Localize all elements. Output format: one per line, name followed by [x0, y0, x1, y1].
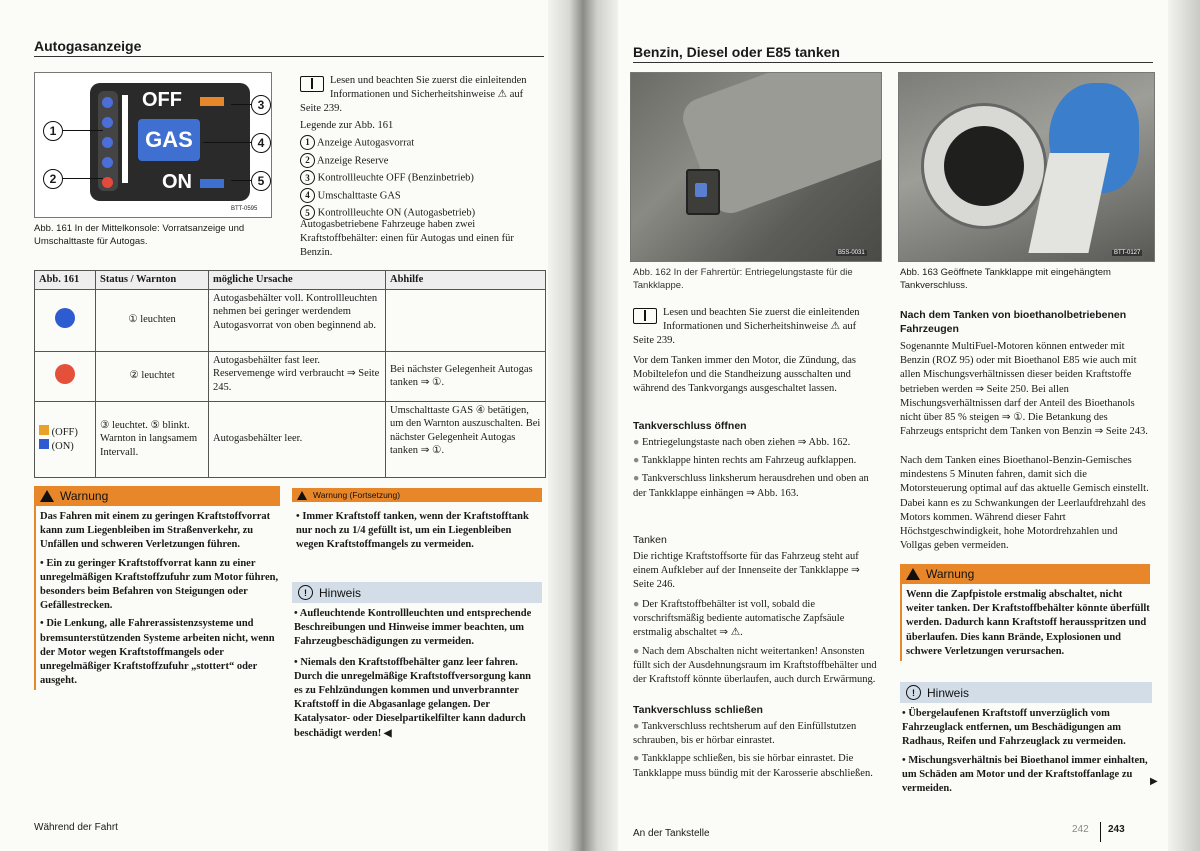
off-state-label: (OFF) [51, 426, 78, 438]
continue-arrow-icon: ▶ [1150, 776, 1158, 787]
figure-code: BTT-0127 [1114, 250, 1141, 256]
bioethanol-paragraph-1: Sogenannte MultiFuel-Motoren können entweder mit Benzin (ROZ 95) oder mit Bioethanol E85 wie auch mit allen Mischungsverhältnissen dieser beiden Kraftstoffe betrieben werden ⇒ Seite 250. Bei allen Mischungsverhältnissen darf der Anteil des Bioethanols nicht über 85 % steigen ⇒ ①. Die Betankung des Fahrzeugs entspricht dem Tanken von Benzin ⇒ Seite 243. [900, 341, 1148, 438]
book-icon [300, 76, 324, 92]
info-icon: ! [298, 585, 313, 600]
step-item: ● Tankklappe schließen, bis sie hörbar einrastet. Die Tankklappe muss bündig mit der Karosserie abschließen. [633, 753, 873, 779]
refuel-paragraph: Die richtige Kraftstoffsorte für das Fahrzeug steht auf einem Aufkleber auf der Innenseite der Tankklappe ⇒ Seite 246. [633, 551, 860, 591]
callout-line [231, 180, 251, 181]
level-led [102, 97, 113, 108]
page-number-left: 242 [1072, 824, 1089, 835]
legend-list [300, 135, 546, 221]
warning-header [34, 486, 280, 506]
figure-162 [630, 72, 882, 262]
off-lamp [200, 97, 224, 106]
warning-body [34, 506, 280, 690]
warning-body: Wenn die Zapfpistole erstmalig abschaltet, nicht weiter tanken. Der Kraftstoffbehälter könnte überfüllt werden. Dadurch kann Kraftstoff herausspritzen und überlaufen. Dies kann Brände, Explosionen und schwere Verletzungen verursachen. [900, 584, 1150, 661]
table-cell: Umschalttaste GAS ④ betätigen, um den Warnton auszuschalten. Bei nächster Gelegenheit Autogas tanken ⇒ ①. [386, 401, 546, 477]
left-section-title: Autogasanzeige [34, 38, 142, 54]
figure-161 [34, 72, 272, 218]
hint-bullet: • Mischungsverhältnis bei Bioethanol immer einhalten, um Schäden am Motor und der Kraftstoffanlage zu vermeiden. [902, 754, 1148, 795]
caption-162: Abb. 162 In der Fahrertür: Entriegelungstaste für die Tankklappe. [633, 267, 853, 291]
table-cell [35, 351, 96, 401]
end-marker-icon: ◀ [383, 727, 392, 739]
right-footer: An der Tankstelle [633, 828, 710, 839]
table-cell [35, 289, 96, 351]
hint-box [292, 582, 542, 745]
hint-title: Hinweis [319, 585, 362, 600]
callout-2: 2 [43, 169, 63, 189]
heading-bioethanol: Nach dem Tanken von bioethanolbetriebenen Fahrzeugen [900, 309, 1127, 335]
table-cell: ② leuchtet [96, 351, 209, 401]
blue-led-icon [55, 308, 75, 328]
legend-item: 2 Anzeige Reserve [300, 153, 546, 169]
warning-title: Warnung [60, 489, 109, 503]
hint-header [900, 682, 1152, 703]
page-number-right: 243 [1108, 824, 1125, 835]
table-cell [386, 289, 546, 351]
table-cell: Autogasbehälter leer. [209, 401, 386, 477]
orange-lamp-icon [39, 425, 49, 435]
right-hint-box [900, 682, 1152, 800]
warning-title: Warnung [926, 567, 975, 581]
callout-line [63, 130, 103, 131]
table-cell: ③ leuchtet. ⑤ blinkt. Warnton in langsamem Intervall. [96, 401, 209, 477]
warning-bullet: • Die Lenkung, alle Fahrerassistenzsysteme und bremsunterstützenden Systeme arbeiten nicht, wenn der Motor wegen Kraftstoffmangels oder unregelmäßiger Kraftstoffzufuhr „stottert“ oder ausgeht. [40, 618, 275, 687]
level-led [102, 157, 113, 168]
table-cell [35, 401, 96, 477]
read-first-notice [300, 74, 546, 117]
legend-item: 1 Anzeige Autogasvorrat [300, 135, 546, 151]
figure-code: B5S-0031 [838, 250, 865, 256]
release-switch [686, 169, 720, 215]
heading-close-cap: Tankverschluss schließen [633, 704, 763, 716]
callout-line [203, 142, 251, 143]
read-first-text: Lesen und beachten Sie zuerst die einleitenden Informationen und Sicherheitshinweise [330, 75, 527, 101]
page-number-divider [1100, 822, 1101, 842]
on-label: ON [162, 171, 192, 193]
legend-item: 5 Kontrollleuchte ON (Autogasbetrieb) [300, 205, 546, 221]
scale-bar [122, 95, 128, 183]
read-first-ref: auf Seite 239. [633, 321, 857, 347]
callout-1: 1 [43, 121, 63, 141]
table-cell: Bei nächster Gelegenheit Autogas tanken ⇒ ①. [386, 351, 546, 401]
level-led [102, 117, 113, 128]
callout-3: 3 [251, 95, 271, 115]
warning-box [34, 486, 280, 690]
hint-bullet: • Übergelaufenen Kraftstoff unverzüglich vom Fahrzeuglack entfernen, um Beschädigungen am Radhaus, Reifen und Fahrzeuglack zu vermeiden. [902, 708, 1126, 748]
hint-bullet: • Niemals den Kraftstoffbehälter ganz leer fahren. Durch die unregelmäßige Kraftstoffversorgung kann es zu Fehlzündungen kommen und unverbrannter Kraftstoff in die Abgasanlage gelangen. Der Katalysator- oder Dieselpartikelfilter kann dadurch beschädigt werden! ◀ [294, 656, 532, 739]
hint-body [292, 603, 542, 745]
warning-header [900, 564, 1150, 584]
gas-button: GAS [138, 119, 200, 161]
right-read-first-notice [633, 306, 879, 349]
heading-refuel: Tanken [633, 534, 667, 546]
table-row [35, 351, 546, 401]
blue-lamp-icon [39, 439, 49, 449]
left-title-rule [34, 56, 544, 57]
filler-opening [921, 103, 1047, 229]
warning-continued-title: Warnung (Fortsetzung) [313, 490, 401, 500]
step-item: ● Der Kraftstoffbehälter ist voll, sobald die vorschriftsmäßig bediente automatische Zapfsäule erstmalig abschaltet ⇒ ⚠. [633, 599, 845, 639]
step-item: ● Entriegelungstaste nach oben ziehen ⇒ Abb. 162. [633, 437, 851, 448]
table-header: mögliche Ursache [209, 271, 386, 290]
legend-item: 4 Umschalttaste GAS [300, 188, 546, 204]
caption-161: Abb. 161 In der Mittelkonsole: Vorratsanzeige und Umschalttaste für Autogas. [34, 223, 245, 247]
hint-body [900, 703, 1152, 800]
right-title-rule [633, 62, 1153, 63]
legend-item: 3 Kontrollleuchte OFF (Benzinbetrieb) [300, 170, 546, 186]
book-gutter [548, 0, 618, 851]
heading-open-cap: Tankverschluss öffnen [633, 420, 747, 432]
warning-bullet: • Ein zu geringer Kraftstoffvorrat kann zu einer unregelmäßigen Kraftstoffzufuhr zum Motor führen, besonders beim Befahren von Steigungen oder Gefällestrecken. [40, 557, 279, 612]
callout-5: 5 [251, 171, 271, 191]
hint-bullet: • Aufleuchtende Kontrollleuchten und entsprechende Beschreibungen und Hinweise immer beachten, um Fahrzeugbeschädigungen zu vermeiden. [294, 608, 532, 648]
step-item: ● Nach dem Abschalten nicht weitertanken! Ansonsten füllt sich der Ausdehnungsraum im Kraftstoffbehälter und der Kraftstoff könnte überlaufen, auch durch Erwärmung. [633, 645, 877, 686]
hint-title: Hinweis [927, 685, 970, 700]
refuel-steps [633, 598, 879, 687]
warning-continued-box [292, 488, 542, 555]
red-led-icon [55, 364, 75, 384]
on-state-label: (ON) [51, 441, 74, 452]
warning-triangle-icon: ⚠ [830, 321, 841, 333]
bioethanol-paragraph-2: Nach dem Tanken eines Bioethanol-Benzin-Gemisches mindestens 5 Minuten fahren, damit sich die Motorsteuerung optimal auf das aktuelle Gemisch einstellt. Dabei kann es zu Schwankungen der Leerlaufdrehzahl des Motors kommen. Während dieser Fahrt Höchstgeschwindigkeit, hohe Motordrehzahlen und Vollgas geben vermeiden. [900, 455, 1149, 552]
step-item: ● Tankklappe hinten rechts am Fahrzeug aufklappen. [633, 455, 857, 467]
reserve-led [102, 177, 113, 188]
step-item: ● Tankverschluss rechtsherum auf den Einfüllstutzen schrauben, bis er hörbar einrastet. [633, 721, 857, 747]
read-first-ref: auf Seite 239. [300, 89, 524, 115]
table-row [35, 401, 546, 477]
right-warning-box [900, 564, 1150, 661]
close-steps [633, 720, 879, 781]
table-header: Status / Warnton [96, 271, 209, 290]
read-first-text: Lesen und beachten Sie zuerst die einleitenden Informationen und Sicherheitshinweise [663, 307, 860, 333]
warning-paragraph: Das Fahren mit einem zu geringen Kraftstoffvorrat kann zum Liegenbleiben im Straßenverkehr, zu Unfällen und schweren Verletzungen führen. [40, 511, 271, 551]
warning-triangle-icon [906, 568, 920, 580]
warning-triangle-icon: ⚠ [497, 89, 508, 101]
callout-4: 4 [251, 133, 271, 153]
callout-line [231, 104, 251, 105]
callout-line [63, 178, 103, 179]
step-item: ● Tankverschluss linksherum herausdrehen und oben an der Tankklappe einhängen ⇒ Abb. 163. [633, 473, 869, 499]
status-table [34, 270, 546, 478]
warning-triangle-icon [40, 490, 54, 502]
figure-163 [898, 72, 1155, 262]
left-footer: Während der Fahrt [34, 822, 118, 833]
legend-title: Legende zur Abb. 161 [300, 120, 394, 131]
book-icon [633, 308, 657, 324]
intro-paragraph: Autogasbetriebene Fahrzeuge haben zwei Kraftstoffbehälter: einen für Autogas und einen für Benzin. [300, 219, 514, 259]
on-lamp [200, 179, 224, 188]
before-refuel-paragraph: Vor dem Tanken immer den Motor, die Zündung, das Mobiltelefon und die Standheizung ausschalten und während des Tankvorgangs ausgeschaltet lassen. [633, 355, 857, 395]
fuel-release-button-icon [695, 183, 707, 197]
warning-continued-header [292, 488, 542, 502]
page-edge [1168, 0, 1200, 851]
table-cell: Autogasbehälter fast leer. Reservemenge wird verbraucht ⇒ Seite 245. [209, 351, 386, 401]
table-header: Abhilfe [386, 271, 546, 290]
info-icon: ! [906, 685, 921, 700]
hint-header [292, 582, 542, 603]
level-led [102, 137, 113, 148]
table-header: Abb. 161 [35, 271, 96, 290]
filler-neck [944, 126, 1024, 206]
table-header-row [35, 271, 546, 290]
warning-triangle-icon [297, 491, 307, 500]
table-cell: ① leuchten [96, 289, 209, 351]
figure-code: BTT-0595 [231, 206, 258, 212]
right-section-title: Benzin, Diesel oder E85 tanken [633, 44, 840, 60]
warning-continued-body: • Immer Kraftstoff tanken, wenn der Kraftstofftank nur noch zu 1/4 gefüllt ist, um ein Liegenbleiben wegen Kraftstoffmangels zu vermeiden. [296, 511, 529, 551]
open-steps [633, 436, 879, 501]
table-cell: Autogasbehälter voll. Kontrollleuchten nehmen bei geringer werdendem Autogasvorrat von oben beginnend ab. [209, 289, 386, 351]
table-row [35, 289, 546, 351]
caption-163: Abb. 163 Geöffnete Tankklappe mit eingehängtem Tankverschluss. [900, 267, 1111, 291]
off-label: OFF [142, 89, 182, 111]
